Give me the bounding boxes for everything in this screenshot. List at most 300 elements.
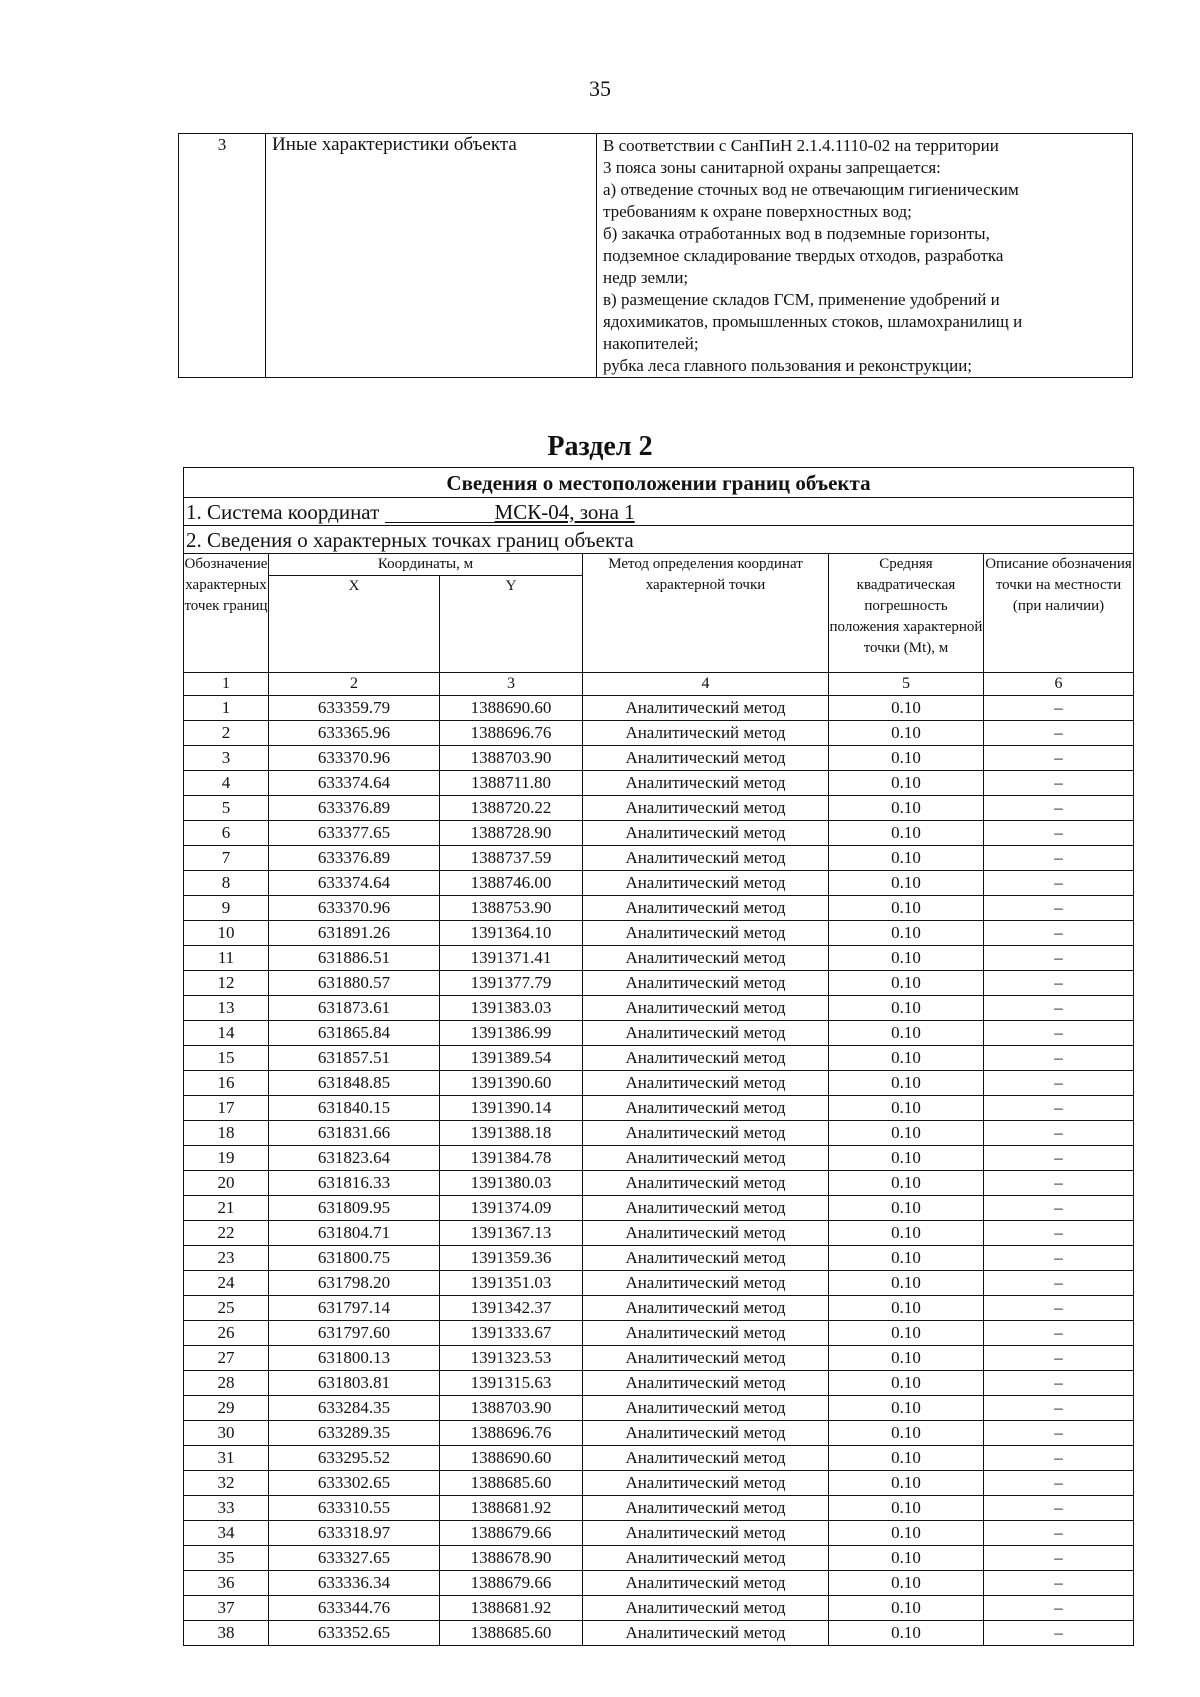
coord-y: 1388685.60 [440,1621,583,1646]
point-number: 21 [184,1196,269,1221]
error-value: 0.10 [829,896,984,921]
method: Аналитический метод [583,1471,829,1496]
coord-x: 631798.20 [269,1271,440,1296]
coord-x: 631800.75 [269,1246,440,1271]
header-x: X [269,576,440,673]
point-description: – [984,1371,1134,1396]
table-row [184,1046,1134,1071]
coord-x: 631848.85 [269,1071,440,1096]
point-number: 13 [184,996,269,1021]
header-row [184,554,1134,576]
method: Аналитический метод [583,1396,829,1421]
coord-system-value: МСК-04, зона 1 [494,499,635,524]
method: Аналитический метод [583,921,829,946]
coord-x: 633318.97 [269,1521,440,1546]
point-number: 35 [184,1546,269,1571]
coord-y: 1388696.76 [440,1421,583,1446]
point-number: 1 [184,696,269,721]
coord-y: 1388746.00 [440,871,583,896]
method: Аналитический метод [583,871,829,896]
point-description: – [984,921,1134,946]
table-row [184,921,1134,946]
coord-y: 1388678.90 [440,1546,583,1571]
point-description: – [984,771,1134,796]
coord-x: 631880.57 [269,971,440,996]
point-description: – [984,1321,1134,1346]
error-value: 0.10 [829,921,984,946]
method: Аналитический метод [583,1071,829,1096]
error-value: 0.10 [829,1421,984,1446]
points-rows [184,696,1134,1646]
error-value: 0.10 [829,1221,984,1246]
point-description: – [984,1446,1134,1471]
point-description: – [984,796,1134,821]
point-description: – [984,996,1134,1021]
table-row [184,721,1134,746]
method: Аналитический метод [583,696,829,721]
coord-x: 631809.95 [269,1196,440,1221]
coord-x: 633370.96 [269,746,440,771]
description-line: накопителей; [603,334,699,353]
point-description: – [984,896,1134,921]
point-number: 10 [184,921,269,946]
coord-y: 1388690.60 [440,696,583,721]
coord-y: 1391386.99 [440,1021,583,1046]
method: Аналитический метод [583,846,829,871]
method: Аналитический метод [583,796,829,821]
coord-y: 1388753.90 [440,896,583,921]
method: Аналитический метод [583,971,829,996]
coord-x: 631797.14 [269,1296,440,1321]
table-row [184,1221,1134,1246]
point-number: 12 [184,971,269,996]
header-designation: Обозначение характерных точек границ [184,554,269,673]
coord-y: 1391342.37 [440,1296,583,1321]
error-value: 0.10 [829,1546,984,1571]
point-description: – [984,1146,1134,1171]
method: Аналитический метод [583,721,829,746]
coord-x: 631831.66 [269,1121,440,1146]
boundary-points-table [183,467,1134,1646]
point-description: – [984,746,1134,771]
point-description: – [984,1346,1134,1371]
section-title: Раздел 2 [547,431,653,462]
point-description: – [984,821,1134,846]
column-number: 4 [583,673,829,696]
method: Аналитический метод [583,896,829,921]
table-row [184,1196,1134,1221]
table-row [184,1146,1134,1171]
table-row [184,1271,1134,1296]
description-line: В соответствии с СанПиН 2.1.4.1110-02 на территории [603,136,999,155]
coord-x: 633376.89 [269,796,440,821]
method: Аналитический метод [583,1146,829,1171]
method: Аналитический метод [583,1496,829,1521]
point-description: – [984,721,1134,746]
error-value: 0.10 [829,996,984,1021]
coord-y: 1388720.22 [440,796,583,821]
coord-y: 1391377.79 [440,971,583,996]
table-row [184,1446,1134,1471]
error-value: 0.10 [829,1571,984,1596]
coord-y: 1391388.18 [440,1121,583,1146]
coord-y: 1388681.92 [440,1496,583,1521]
method: Аналитический метод [583,821,829,846]
point-number: 20 [184,1171,269,1196]
error-value: 0.10 [829,1321,984,1346]
header-error: Средняя квадратическая погрешность положения характерной точки (Mt), м [829,554,984,673]
table-row [184,1621,1134,1646]
point-description: – [984,946,1134,971]
point-description: – [984,1421,1134,1446]
point-description: – [984,1571,1134,1596]
point-number: 19 [184,1146,269,1171]
coord-x: 633344.76 [269,1596,440,1621]
point-description: – [984,1021,1134,1046]
coord-x: 633284.35 [269,1396,440,1421]
method: Аналитический метод [583,1571,829,1596]
column-number: 3 [440,673,583,696]
coord-system-label: 1. Система координат [186,499,380,524]
point-number: 18 [184,1121,269,1146]
error-value: 0.10 [829,971,984,996]
table-row [184,1421,1134,1446]
description-line: в) размещение складов ГСМ, применение удобрений и [603,290,1000,309]
method: Аналитический метод [583,1346,829,1371]
point-number: 9 [184,896,269,921]
table-row [184,1371,1134,1396]
coord-x: 633289.35 [269,1421,440,1446]
point-description: – [984,1496,1134,1521]
coord-y: 1391367.13 [440,1221,583,1246]
table-row [184,1021,1134,1046]
error-value: 0.10 [829,1096,984,1121]
table-row [184,771,1134,796]
table-row [184,746,1134,771]
points-heading-row [184,526,1134,554]
row-number: 3 [179,134,266,378]
coord-y: 1391371.41 [440,946,583,971]
characteristic-name: Иные характеристики объекта [266,134,597,378]
method: Аналитический метод [583,1371,829,1396]
coord-x: 631816.33 [269,1171,440,1196]
point-description: – [984,1196,1134,1221]
error-value: 0.10 [829,1021,984,1046]
column-number: 2 [269,673,440,696]
coord-y: 1388728.90 [440,821,583,846]
method: Аналитический метод [583,996,829,1021]
coord-y: 1391384.78 [440,1146,583,1171]
point-number: 8 [184,871,269,896]
coord-x: 631823.64 [269,1146,440,1171]
error-value: 0.10 [829,1146,984,1171]
point-number: 24 [184,1271,269,1296]
point-number: 17 [184,1096,269,1121]
point-description: – [984,1521,1134,1546]
coord-x: 631803.81 [269,1371,440,1396]
point-number: 31 [184,1446,269,1471]
point-description: – [984,1621,1134,1646]
error-value: 0.10 [829,1446,984,1471]
method: Аналитический метод [583,1321,829,1346]
table-row [184,846,1134,871]
coord-y: 1391380.03 [440,1171,583,1196]
coord-x: 631886.51 [269,946,440,971]
error-value: 0.10 [829,1396,984,1421]
column-number: 1 [184,673,269,696]
table-row [184,1346,1134,1371]
coord-x: 633302.65 [269,1471,440,1496]
point-number: 29 [184,1396,269,1421]
point-description: – [984,1471,1134,1496]
coord-x: 633376.89 [269,846,440,871]
method: Аналитический метод [583,1021,829,1046]
point-description: – [984,1121,1134,1146]
point-description: – [984,1596,1134,1621]
coord-y: 1388679.66 [440,1571,583,1596]
point-description: – [984,1271,1134,1296]
point-description: – [984,1171,1134,1196]
table-row [184,1246,1134,1271]
method: Аналитический метод [583,1221,829,1246]
coord-y: 1391333.67 [440,1321,583,1346]
coord-x: 633336.34 [269,1571,440,1596]
method: Аналитический метод [583,1621,829,1646]
table-row [179,134,1133,378]
coord-x: 631873.61 [269,996,440,1021]
error-value: 0.10 [829,1046,984,1071]
coord-y: 1388703.90 [440,1396,583,1421]
error-value: 0.10 [829,1521,984,1546]
error-value: 0.10 [829,846,984,871]
coord-x: 633352.65 [269,1621,440,1646]
method: Аналитический метод [583,1096,829,1121]
table-row [184,1396,1134,1421]
point-description: – [984,871,1134,896]
table-row [184,821,1134,846]
error-value: 0.10 [829,1496,984,1521]
error-value: 0.10 [829,821,984,846]
table-row [184,1571,1134,1596]
table-row [184,896,1134,921]
point-description: – [984,971,1134,996]
table-title: Сведения о местоположении границ объекта [184,468,1134,498]
header-description: Описание обозначения точки на местности (при наличии) [984,554,1134,673]
table-row [184,1521,1134,1546]
point-number: 4 [184,771,269,796]
point-description: – [984,696,1134,721]
point-number: 38 [184,1621,269,1646]
point-number: 37 [184,1596,269,1621]
error-value: 0.10 [829,746,984,771]
table-row [184,996,1134,1021]
coord-y: 1391389.54 [440,1046,583,1071]
table-row [184,946,1134,971]
description-line: недр земли; [603,268,689,287]
error-value: 0.10 [829,871,984,896]
header-coordinates: Координаты, м [269,554,583,576]
point-number: 30 [184,1421,269,1446]
error-value: 0.10 [829,1596,984,1621]
coord-x: 633327.65 [269,1546,440,1571]
table-row [184,696,1134,721]
table-row [184,1071,1134,1096]
table-row [184,1121,1134,1146]
error-value: 0.10 [829,1371,984,1396]
coord-y: 1391390.60 [440,1071,583,1096]
error-value: 0.10 [829,1271,984,1296]
point-description: – [984,1221,1134,1246]
coord-x: 633374.64 [269,871,440,896]
error-value: 0.10 [829,1471,984,1496]
coord-y: 1388685.60 [440,1471,583,1496]
point-description: – [984,846,1134,871]
error-value: 0.10 [829,721,984,746]
coord-x: 631891.26 [269,921,440,946]
point-number: 23 [184,1246,269,1271]
method: Аналитический метод [583,1171,829,1196]
column-number-row [184,673,1134,696]
method: Аналитический метод [583,1421,829,1446]
method: Аналитический метод [583,1521,829,1546]
header-method: Метод определения координат характерной точки [583,554,829,673]
point-number: 14 [184,1021,269,1046]
point-number: 26 [184,1321,269,1346]
point-number: 36 [184,1571,269,1596]
coord-y: 1391374.09 [440,1196,583,1221]
description-line: 3 пояса зоны санитарной охраны запрещается: [603,158,941,177]
error-value: 0.10 [829,1246,984,1271]
table-row [184,796,1134,821]
table-row [184,1596,1134,1621]
point-description: – [984,1546,1134,1571]
error-value: 0.10 [829,1121,984,1146]
point-number: 7 [184,846,269,871]
table-row [184,871,1134,896]
coord-y: 1388679.66 [440,1521,583,1546]
description-line: б) закачка отработанных вод в подземные горизонты, [603,224,990,243]
coord-x: 631797.60 [269,1321,440,1346]
table-row [184,971,1134,996]
point-description: – [984,1096,1134,1121]
method: Аналитический метод [583,1296,829,1321]
error-value: 0.10 [829,1621,984,1646]
error-value: 0.10 [829,696,984,721]
coord-y: 1391383.03 [440,996,583,1021]
table-row [184,1296,1134,1321]
method: Аналитический метод [583,1046,829,1071]
coord-y: 1388737.59 [440,846,583,871]
coord-y: 1388690.60 [440,1446,583,1471]
point-number: 28 [184,1371,269,1396]
error-value: 0.10 [829,1171,984,1196]
coord-system [184,498,1134,526]
point-description: – [984,1246,1134,1271]
coord-y: 1391364.10 [440,921,583,946]
underline [385,504,495,523]
point-description: – [984,1071,1134,1096]
method: Аналитический метод [583,1196,829,1221]
method: Аналитический метод [583,1271,829,1296]
point-number: 6 [184,821,269,846]
point-number: 3 [184,746,269,771]
point-number: 15 [184,1046,269,1071]
coord-system-row [184,498,1134,526]
column-number: 6 [984,673,1134,696]
coord-x: 633310.55 [269,1496,440,1521]
coord-x: 633370.96 [269,896,440,921]
error-value: 0.10 [829,796,984,821]
error-value: 0.10 [829,1346,984,1371]
coord-x: 633365.96 [269,721,440,746]
coord-y: 1388681.92 [440,1596,583,1621]
header-y: Y [440,576,583,673]
point-number: 22 [184,1221,269,1246]
error-value: 0.10 [829,1196,984,1221]
point-number: 27 [184,1346,269,1371]
coord-x: 631840.15 [269,1096,440,1121]
point-number: 16 [184,1071,269,1096]
coord-y: 1388696.76 [440,721,583,746]
characteristics-table [178,133,1133,378]
error-value: 0.10 [829,1071,984,1096]
characteristic-description [597,134,1133,378]
description-line: рубка леса главного пользования и реконструкции; [603,356,973,375]
point-number: 33 [184,1496,269,1521]
points-heading: 2. Сведения о характерных точках границ объекта [184,526,1134,554]
method: Аналитический метод [583,1121,829,1146]
method: Аналитический метод [583,771,829,796]
method: Аналитический метод [583,746,829,771]
description-line: а) отведение сточных вод не отвечающим гигиеническим [603,180,1019,199]
coord-x: 633359.79 [269,696,440,721]
coord-x: 633374.64 [269,771,440,796]
description-line: подземное складирование твердых отходов, разработка [603,246,1004,265]
method: Аналитический метод [583,1546,829,1571]
table-row [184,1096,1134,1121]
coord-x: 633377.65 [269,821,440,846]
coord-y: 1391351.03 [440,1271,583,1296]
error-value: 0.10 [829,946,984,971]
table-row [184,1171,1134,1196]
table-row [184,1321,1134,1346]
method: Аналитический метод [583,1446,829,1471]
method: Аналитический метод [583,946,829,971]
coord-y: 1391323.53 [440,1346,583,1371]
point-description: – [984,1046,1134,1071]
point-number: 34 [184,1521,269,1546]
error-value: 0.10 [829,1296,984,1321]
point-description: – [984,1396,1134,1421]
table-row [184,1496,1134,1521]
coord-y: 1391315.63 [440,1371,583,1396]
table-row [184,1471,1134,1496]
point-number: 32 [184,1471,269,1496]
coord-y: 1388711.80 [440,771,583,796]
coord-y: 1388703.90 [440,746,583,771]
description-line: требованиям к охране поверхностных вод; [603,202,912,221]
coord-x: 633295.52 [269,1446,440,1471]
column-number: 5 [829,673,984,696]
page-number: 35 [589,76,611,101]
point-number: 25 [184,1296,269,1321]
point-number: 11 [184,946,269,971]
error-value: 0.10 [829,771,984,796]
coord-x: 631800.13 [269,1346,440,1371]
point-number: 2 [184,721,269,746]
coord-x: 631865.84 [269,1021,440,1046]
method: Аналитический метод [583,1596,829,1621]
